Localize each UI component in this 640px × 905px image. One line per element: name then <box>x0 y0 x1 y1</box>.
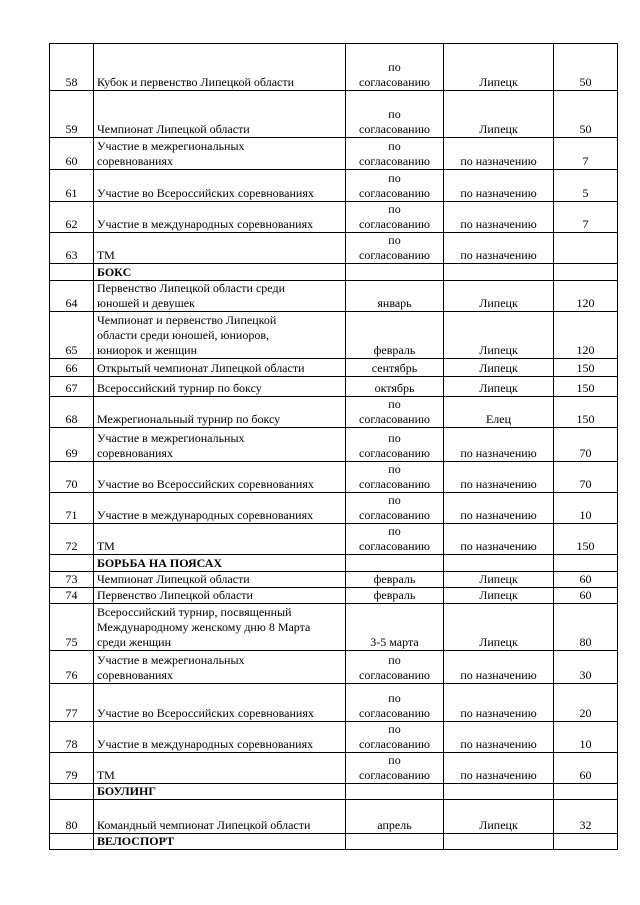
event-name-cell: Участие в межрегиональных соревнованиях <box>94 651 346 684</box>
row-number-cell: 78 <box>50 722 94 753</box>
participants-count-cell: 70 <box>554 428 618 462</box>
event-name-cell: Командный чемпионат Липецкой области <box>94 800 346 834</box>
participants-count-cell: 60 <box>554 753 618 784</box>
event-name-cell: ТМ <box>94 233 346 264</box>
row-number-cell: 80 <box>50 800 94 834</box>
table-row <box>50 138 618 170</box>
empty-cell <box>346 264 444 281</box>
row-number-cell: 65 <box>50 312 94 359</box>
participants-count-cell: 7 <box>554 138 618 170</box>
row-number-cell: 74 <box>50 588 94 604</box>
empty-cell <box>554 784 618 800</box>
event-place-cell: Липецк <box>444 312 554 359</box>
section-header-row <box>50 834 618 850</box>
participants-count-cell: 30 <box>554 651 618 684</box>
event-date-cell: по согласованию <box>346 684 444 722</box>
events-table <box>49 43 618 850</box>
row-number-cell <box>50 264 94 281</box>
empty-cell <box>444 264 554 281</box>
empty-cell <box>346 555 444 572</box>
row-number-cell <box>50 834 94 850</box>
row-number-cell: 66 <box>50 359 94 377</box>
event-place-cell: по назначению <box>444 493 554 524</box>
row-number-cell: 76 <box>50 651 94 684</box>
row-number-cell: 70 <box>50 462 94 493</box>
participants-count-cell: 32 <box>554 800 618 834</box>
event-place-cell: Липецк <box>444 359 554 377</box>
table-row <box>50 722 618 753</box>
event-name-cell: ТМ <box>94 753 346 784</box>
row-number-cell: 62 <box>50 202 94 233</box>
event-place-cell: по назначению <box>444 428 554 462</box>
empty-cell <box>554 555 618 572</box>
row-number-cell: 60 <box>50 138 94 170</box>
event-date-cell: по согласованию <box>346 651 444 684</box>
event-date-cell: февраль <box>346 572 444 588</box>
event-place-cell: Елец <box>444 397 554 428</box>
participants-count-cell: 150 <box>554 377 618 397</box>
event-date-cell: февраль <box>346 312 444 359</box>
participants-count-cell: 60 <box>554 572 618 588</box>
event-date-cell: по согласованию <box>346 170 444 202</box>
event-name-cell: Межрегиональный турнир по боксу <box>94 397 346 428</box>
row-number-cell: 75 <box>50 604 94 651</box>
table-row <box>50 462 618 493</box>
event-place-cell: Липецк <box>444 377 554 397</box>
event-name-cell: Участие в международных соревнованиях <box>94 722 346 753</box>
event-name-cell: ТМ <box>94 524 346 555</box>
event-place-cell: по назначению <box>444 684 554 722</box>
section-header-row <box>50 264 618 281</box>
event-place-cell: по назначению <box>444 753 554 784</box>
participants-count-cell: 7 <box>554 202 618 233</box>
event-date-cell: сентябрь <box>346 359 444 377</box>
event-date-cell: 3-5 марта <box>346 604 444 651</box>
table-row <box>50 281 618 312</box>
event-place-cell: по назначению <box>444 138 554 170</box>
event-date-cell: по согласованию <box>346 493 444 524</box>
table-row <box>50 397 618 428</box>
table-row <box>50 359 618 377</box>
event-place-cell: по назначению <box>444 462 554 493</box>
empty-cell <box>444 784 554 800</box>
empty-cell <box>444 555 554 572</box>
participants-count-cell: 150 <box>554 524 618 555</box>
event-date-cell: апрель <box>346 800 444 834</box>
row-number-cell: 68 <box>50 397 94 428</box>
event-date-cell: по согласованию <box>346 753 444 784</box>
section-title: БОРЬБА НА ПОЯСАХ <box>94 555 346 572</box>
event-date-cell: октябрь <box>346 377 444 397</box>
participants-count-cell: 150 <box>554 397 618 428</box>
empty-cell <box>554 264 618 281</box>
event-place-cell: по назначению <box>444 524 554 555</box>
row-number-cell <box>50 555 94 572</box>
row-number-cell: 79 <box>50 753 94 784</box>
event-place-cell: Липецк <box>444 91 554 138</box>
event-place-cell: Липецк <box>444 44 554 91</box>
event-place-cell: Липецк <box>444 281 554 312</box>
event-name-cell: Участие в международных соревнованиях <box>94 202 346 233</box>
row-number-cell: 58 <box>50 44 94 91</box>
row-number-cell: 63 <box>50 233 94 264</box>
participants-count-cell: 120 <box>554 312 618 359</box>
row-number-cell: 64 <box>50 281 94 312</box>
event-name-cell: Участие в межрегиональных соревнованиях <box>94 138 346 170</box>
event-place-cell: по назначению <box>444 170 554 202</box>
table-row <box>50 604 618 651</box>
event-date-cell: февраль <box>346 588 444 604</box>
event-name-cell: Участие во Всероссийских соревнованиях <box>94 462 346 493</box>
event-name-cell: Всероссийский турнир по боксу <box>94 377 346 397</box>
participants-count-cell: 50 <box>554 91 618 138</box>
event-place-cell: Липецк <box>444 588 554 604</box>
participants-count-cell: 50 <box>554 44 618 91</box>
event-name-cell: Участие во Всероссийских соревнованиях <box>94 170 346 202</box>
event-place-cell: по назначению <box>444 722 554 753</box>
section-title: БОКС <box>94 264 346 281</box>
row-number-cell <box>50 784 94 800</box>
event-date-cell: по согласованию <box>346 233 444 264</box>
table-row <box>50 202 618 233</box>
section-title: БОУЛИНГ <box>94 784 346 800</box>
empty-cell <box>346 834 444 850</box>
event-date-cell: по согласованию <box>346 44 444 91</box>
row-number-cell: 71 <box>50 493 94 524</box>
event-place-cell: Липецк <box>444 800 554 834</box>
section-header-row <box>50 784 618 800</box>
event-date-cell: январь <box>346 281 444 312</box>
row-number-cell: 59 <box>50 91 94 138</box>
table-row <box>50 651 618 684</box>
table-row <box>50 588 618 604</box>
participants-count-cell: 70 <box>554 462 618 493</box>
table-row <box>50 44 618 91</box>
table-row <box>50 753 618 784</box>
table-row <box>50 312 618 359</box>
row-number-cell: 61 <box>50 170 94 202</box>
participants-count-cell: 10 <box>554 493 618 524</box>
event-place-cell: по назначению <box>444 233 554 264</box>
empty-cell <box>444 834 554 850</box>
event-name-cell: Открытый чемпионат Липецкой области <box>94 359 346 377</box>
row-number-cell: 73 <box>50 572 94 588</box>
event-date-cell: по согласованию <box>346 202 444 233</box>
section-header-row <box>50 555 618 572</box>
event-name-cell: Первенство Липецкой области <box>94 588 346 604</box>
event-place-cell: по назначению <box>444 202 554 233</box>
event-place-cell: Липецк <box>444 572 554 588</box>
table-row <box>50 524 618 555</box>
participants-count-cell: 5 <box>554 170 618 202</box>
table-row <box>50 428 618 462</box>
table-row <box>50 233 618 264</box>
table-row <box>50 684 618 722</box>
event-name-cell: Чемпионат Липецкой области <box>94 572 346 588</box>
row-number-cell: 67 <box>50 377 94 397</box>
event-date-cell: по согласованию <box>346 462 444 493</box>
empty-cell <box>554 834 618 850</box>
participants-count-cell: 120 <box>554 281 618 312</box>
participants-count-cell <box>554 233 618 264</box>
event-name-cell: Участие в межрегиональных соревнованиях <box>94 428 346 462</box>
event-date-cell: по согласованию <box>346 722 444 753</box>
participants-count-cell: 20 <box>554 684 618 722</box>
row-number-cell: 69 <box>50 428 94 462</box>
event-name-cell: Чемпионат и первенство Липецкой области среди юношей, юниоров, юниорок и женщин <box>94 312 346 359</box>
event-name-cell: Участие в международных соревнованиях <box>94 493 346 524</box>
event-date-cell: по согласованию <box>346 138 444 170</box>
table-row <box>50 170 618 202</box>
section-title: ВЕЛОСПОРТ <box>94 834 346 850</box>
participants-count-cell: 10 <box>554 722 618 753</box>
row-number-cell: 77 <box>50 684 94 722</box>
table-row <box>50 572 618 588</box>
event-date-cell: по согласованию <box>346 524 444 555</box>
event-date-cell: по согласованию <box>346 428 444 462</box>
event-name-cell: Участие во Всероссийских соревнованиях <box>94 684 346 722</box>
table-row <box>50 493 618 524</box>
event-name-cell: Всероссийский турнир, посвященный Международному женскому дню 8 Марта среди женщин <box>94 604 346 651</box>
table-row <box>50 91 618 138</box>
event-date-cell: по согласованию <box>346 397 444 428</box>
event-name-cell: Первенство Липецкой области среди юношей и девушек <box>94 281 346 312</box>
event-place-cell: по назначению <box>444 651 554 684</box>
participants-count-cell: 150 <box>554 359 618 377</box>
participants-count-cell: 60 <box>554 588 618 604</box>
empty-cell <box>346 784 444 800</box>
events-table-body <box>50 44 618 850</box>
event-date-cell: по согласованию <box>346 91 444 138</box>
participants-count-cell: 80 <box>554 604 618 651</box>
event-name-cell: Кубок и первенство Липецкой области <box>94 44 346 91</box>
event-name-cell: Чемпионат Липецкой области <box>94 91 346 138</box>
event-place-cell: Липецк <box>444 604 554 651</box>
table-row <box>50 377 618 397</box>
table-row <box>50 800 618 834</box>
row-number-cell: 72 <box>50 524 94 555</box>
